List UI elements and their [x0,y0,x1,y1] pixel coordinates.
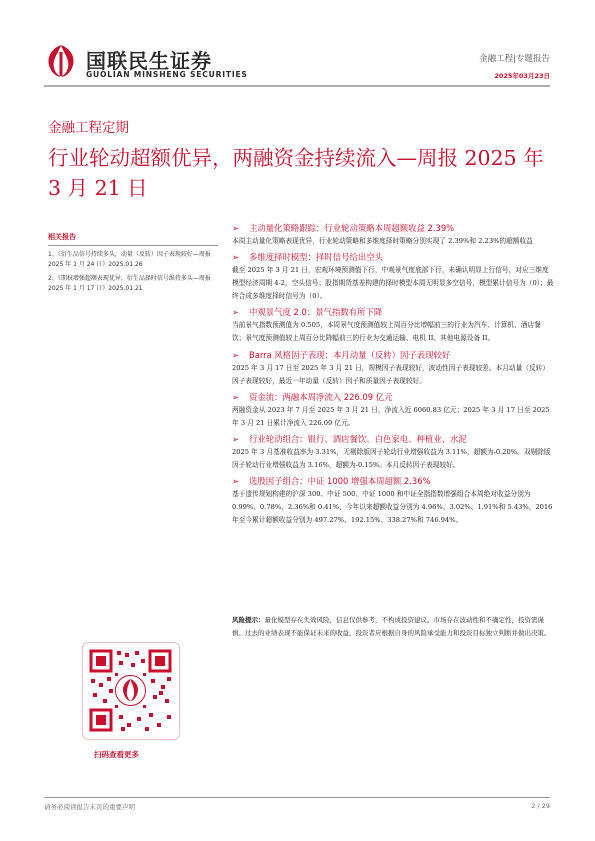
summary-section [232,222,554,248]
arrow-bullet-icon: ➢ [232,223,240,233]
related-report-item[interactable]: 2、《期权增强超额表现优异，衍生品择时信号维持多头—周报 2025 年 1 月 17 日》2025.01.21 [48,275,211,292]
summary-section [232,349,554,388]
section-body: 2025 年 3 月 17 日至 2025 年 3 月 21 日，规模因子表现较好，波动性因子表现较差。本月动量（反转）因子表现较好，最近一年动量（反转）因子和质量因子表现较好。 [232,363,550,385]
section-heading [232,251,554,264]
section-heading-text: 主动量化策略跟踪：行业轮动策略本周超额收益 2.39% [249,223,455,233]
brand-mark-icon [44,43,78,79]
related-reports-heading: 相关报告 [48,232,218,246]
report-series: 金融工程定期 [48,120,129,136]
section-heading [232,222,554,235]
risk-label: 风险提示： [232,616,265,624]
section-body: 基于遗传规划构建的沪深 300、中证 500、中证 1000 和中证全指指数增强组合本周绝对收益分别为 0.99%、0.78%、2.36%和 0.41%，今年以来超额收益分别为 4.96%、3.02%、1.91%和 5.43%，2016 年至今累计超额收益分别为 497.27%、192.15%、338.27%和 746.94%。 [232,490,553,525]
arrow-bullet-icon: ➢ [232,252,240,263]
section-body: 本周主动量化策略表现优异，行业轮动策略和多维度择时策略分别实现了 2.39%和 2.23%的超额收益 [232,237,533,245]
summary-section [232,251,554,303]
section-heading-text: 中观景气度 2.0：景气指数有所下降 [249,307,383,318]
section-heading-text: 选股因子组合：中证 1000 增强本周超额 2.36% [249,476,431,487]
qr-code[interactable] [82,642,180,740]
brand-logo [44,43,248,83]
related-reports [48,232,218,294]
report-category: 金融工程|专题报告 [479,54,550,64]
arrow-bullet-icon: ➢ [232,307,240,318]
qr-code-graphic [83,643,178,738]
footer-disclaimer: 请务必阅读报告末页的重要声明 [44,803,135,811]
header-divider [44,85,550,87]
section-body: 两融资金从 2023 年 7 月至 2025 年 3 月 21 日，净流入近 6060.83 亿元；2025 年 3 月 17 日至 2025 年 3 月 21 日累计净流入 226.09 亿元。 [232,405,550,427]
summary-section [232,306,554,345]
section-heading [232,306,554,319]
arrow-bullet-icon: ➢ [232,433,240,444]
summary-section [232,475,554,527]
summary-section [232,391,554,430]
footer-divider [44,797,550,798]
risk-warning [232,614,554,641]
arrow-bullet-icon: ➢ [232,391,240,402]
section-body: 2025 年 3 月基准收益率为 3.31%，无剔除版因子轮动行业增强收益为 3.11%，超额为-0.20%。双剔除版因子轮动行业增强收益为 3.16%，超额为-0.15%。本月反转因子表现较好。 [232,447,551,470]
page-title: 行业轮动超额优异，两融资金持续流入—周报 2025 年 3 月 21 日 [48,146,544,200]
section-body: 当前景气指数预测值为 0.505，本周景气度预测值较上周百分比增幅前三的行业为汽车、计算机、酒店餐饮；景气度预测值较上周百分比降幅前三的行业为交通运输、电机 II、其他电源设备 II。 [232,321,541,343]
qr-caption: 扫码查看更多 [94,750,139,759]
brand-name-en: GUOLIAN MINSHENG SECURITIES [86,70,248,79]
section-heading-text: 多维度择时模型：择时信号给出空头 [249,252,383,263]
brand-name-cn: 国联民生证券 [86,49,212,73]
related-report-item[interactable]: 1、《衍生品信号持续多头，动量（反转）因子表现较好—周报 2025 年 1 月 24 日》2025.01.26 [48,251,211,268]
page-number: 2 / 29 [531,802,550,810]
section-heading-text: Barra 风格因子表现：本月动量（反转）因子表现较好 [249,349,451,360]
section-heading-text: 资金流：两融本周净流入 226.09 亿元 [249,391,393,402]
section-heading-text: 行业轮动组合：银行、酒店餐饮、白色家电、种植业、水泥 [249,433,467,444]
section-heading [232,475,554,488]
section-heading [232,349,554,362]
arrow-bullet-icon: ➢ [232,349,240,360]
summary-section [232,433,554,472]
risk-text: 量化模型存在失效风险，信息仅供参考，不构成投资建议。市场存在波动性和不确定性，投资需谨慎。过去的业绩表现不能保证未来的收益，投资者应根据自身的风险承受能力和投资目标独立判断并做出决策。 [232,616,551,638]
section-body: 截至 2025 年 3 月 21 日，宏观环境预测值下行，中观景气度底部下行，未确认明显上行信号，对应三维度模型经济周期 4-2，空头信号；股指期货基差构建的择时模型本周无明显多空信号，模型累计信号为（0）；最终合成多维度择时信号为（0）。 [232,266,554,301]
summary-column [232,222,554,530]
section-heading [232,433,554,446]
report-date: 2025年03月23日 [494,72,550,80]
arrow-bullet-icon: ➢ [232,476,240,487]
section-heading [232,391,554,404]
